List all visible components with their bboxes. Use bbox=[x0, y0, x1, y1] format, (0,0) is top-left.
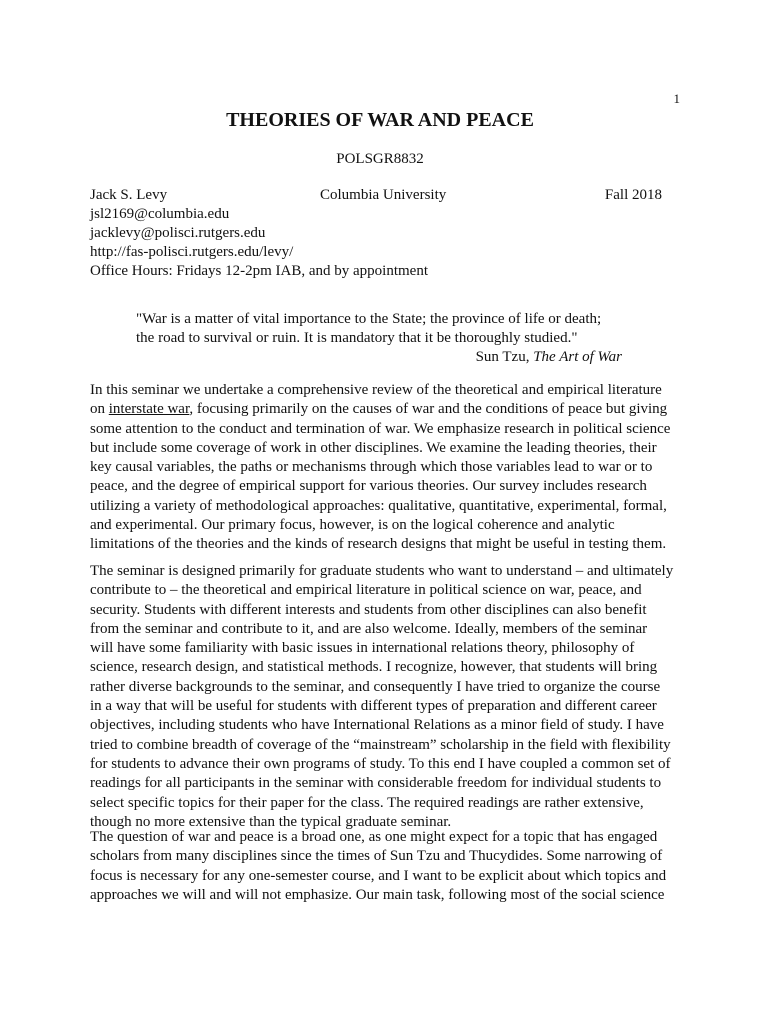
term: Fall 2018 bbox=[604, 187, 662, 203]
course-code: POLSGR8832 bbox=[336, 151, 424, 167]
text-span: on bbox=[90, 401, 109, 418]
text-line: will have some familiarity with basic issues in international relations theory, philosophy of bbox=[90, 640, 635, 657]
document-title: THEORIES OF WAR AND PEACE bbox=[226, 109, 534, 131]
epigraph-quote bbox=[136, 310, 630, 367]
text-line: readings for all participants in the seminar with considerable freedom for individual students to bbox=[90, 775, 662, 792]
quote-line: "War is a matter of vital importance to the State; the province of life or death; bbox=[136, 311, 602, 327]
contact-block bbox=[90, 205, 670, 281]
text-line: approaches we will and will not emphasize. Our main task, following most of the social science bbox=[90, 886, 665, 903]
paragraph-intro bbox=[90, 381, 680, 555]
website-link[interactable]: http://fas-polisci.rutgers.edu/levy/ bbox=[90, 244, 294, 260]
text-line: from the seminar and contribute to it, and are also welcome. Ideally, members of the seminar bbox=[90, 620, 648, 637]
paragraph-audience bbox=[90, 562, 680, 832]
text-line: In this seminar we undertake a comprehensive review of the theoretical and empirical literature bbox=[90, 382, 662, 398]
text-line: some attention to the conduct and termination of war. We emphasize research in political science bbox=[90, 420, 671, 437]
text-line: security. Students with different interests and students from other disciplines can also benefit bbox=[90, 601, 647, 618]
text-line: contribute to – the theoretical and empirical literature in political science on war, peace, and bbox=[90, 582, 642, 599]
header-info-row bbox=[90, 186, 662, 205]
quote-work: The Art of War bbox=[533, 349, 622, 365]
text-line: The seminar is designed primarily for graduate students who want to understand – and ultimately bbox=[90, 563, 674, 579]
text-line: utilizing a variety of methodological approaches: qualitative, quantitative, experimental, formal, bbox=[90, 497, 667, 514]
text-line: objectives, including students who have International Relations as a minor field of study. I have bbox=[90, 717, 664, 734]
instructor-name: Jack S. Levy bbox=[90, 187, 168, 203]
text-line: tried to combine breadth of coverage of the “mainstream” scholarship in the field with flexibility bbox=[90, 736, 671, 753]
text-line: scholars from many disciplines since the times of Sun Tzu and Thucydides. Some narrowing of bbox=[90, 848, 663, 865]
page-number: 1 bbox=[673, 91, 680, 106]
text-line bbox=[90, 400, 680, 419]
text-line: rather diverse backgrounds to the seminar, and consequently I have tried to organize the course bbox=[90, 678, 661, 695]
email-columbia[interactable]: jsl2169@columbia.edu bbox=[90, 206, 230, 222]
email-rutgers[interactable]: jacklevy@polisci.rutgers.edu bbox=[90, 225, 266, 241]
text-line: key causal variables, the paths or mechanisms through which those variables lead to war or to bbox=[90, 459, 653, 476]
paragraph-scope bbox=[90, 828, 680, 905]
text-span: , focusing primarily on the causes of war and the conditions of peace but giving bbox=[189, 401, 668, 418]
underlined-term: interstate war bbox=[108, 401, 190, 418]
text-line: select specific topics for their paper for the class. The required readings are rather extensive, bbox=[90, 794, 644, 811]
quote-attribution bbox=[136, 348, 630, 367]
office-hours: Office Hours: Fridays 12-2pm IAB, and by appointment bbox=[90, 263, 429, 279]
text-line: and experimental. Our primary focus, however, is on the logical coherence and analytic bbox=[90, 517, 615, 534]
text-line: peace, and the degree of empirical support for various theories. Our survey includes research bbox=[90, 478, 647, 495]
text-line: science, research design, and statistical methods. I recognize, however, that students will bring bbox=[90, 659, 658, 676]
text-line: though no more extensive than the typical graduate seminar. bbox=[90, 813, 452, 830]
text-line: focus is necessary for any one-semester course, and I want to be explicit about which topics and bbox=[90, 867, 667, 884]
university-name: Columbia University bbox=[320, 187, 447, 203]
text-line: limitations of the theories and the kinds of research designs that might be useful in testing them. bbox=[90, 536, 667, 553]
text-line: but include some coverage of work in other disciplines. We examine the leading theories, their bbox=[90, 439, 657, 456]
text-line: for students to advance their own programs of study. To this end I have coupled a common set of bbox=[90, 755, 671, 772]
quote-line: the road to survival or ruin. It is mandatory that it be thoroughly studied." bbox=[136, 330, 578, 346]
text-line: The question of war and peace is a broad one, as one might expect for a topic that has engaged bbox=[90, 829, 658, 845]
quote-author: Sun Tzu, bbox=[475, 349, 534, 365]
text-line: in a way that will be useful for students with different types of preparation and different career bbox=[90, 698, 657, 715]
